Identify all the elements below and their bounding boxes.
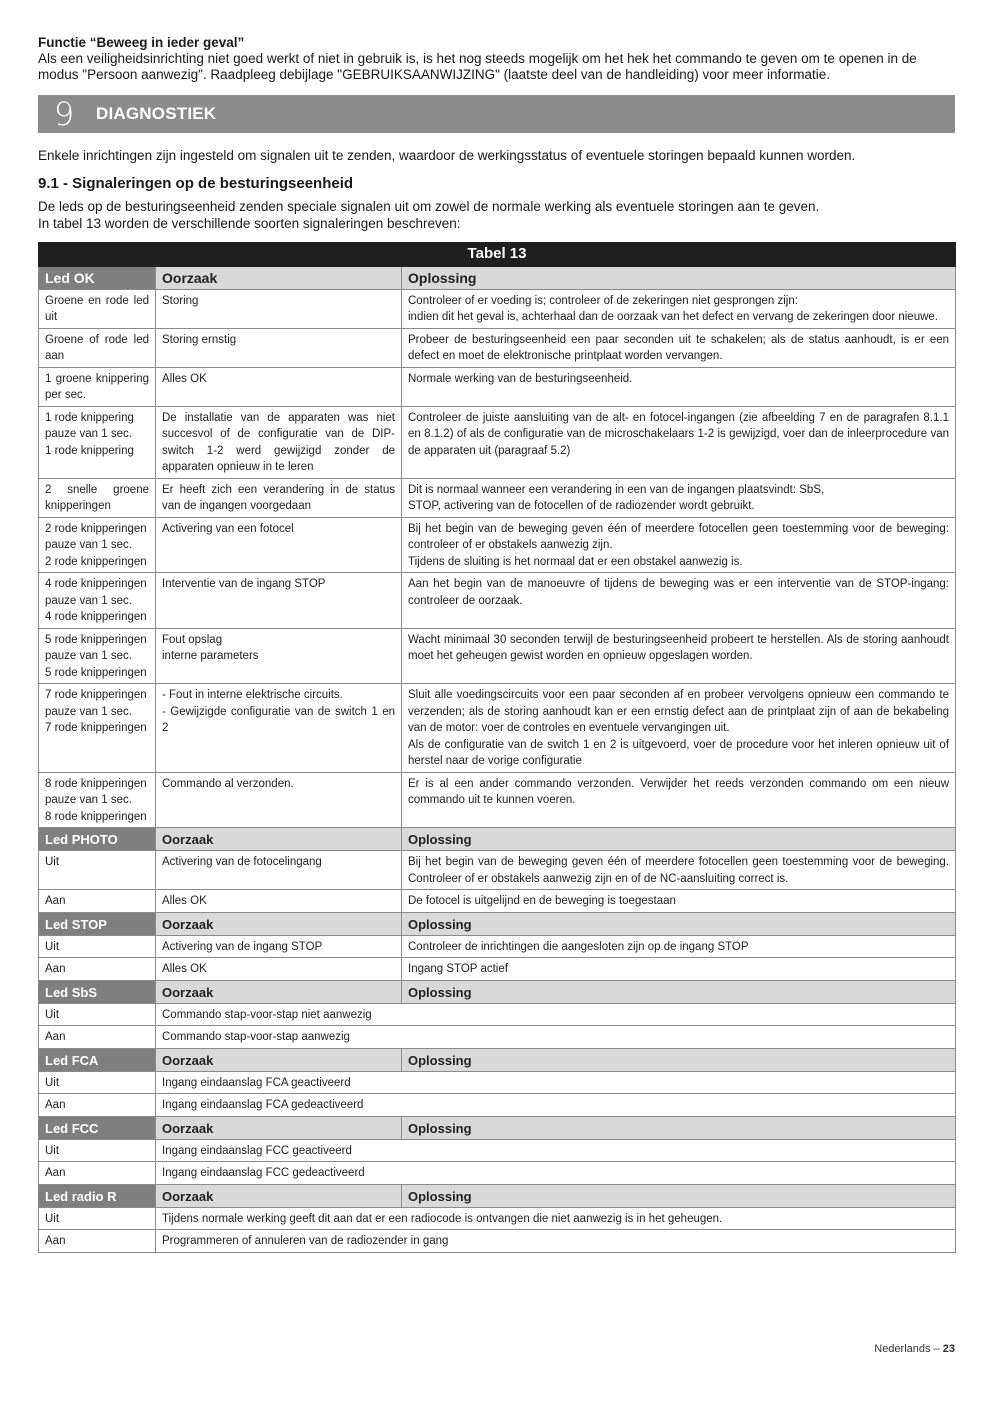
cell-cause: Commando stap-voor-stap aanwezig: [156, 1026, 956, 1049]
header-cause: Oorzaak: [156, 266, 402, 289]
cell-cause: Interventie van de ingang STOP: [156, 573, 402, 629]
header-cause: Oorzaak: [156, 1048, 402, 1071]
table-caption-row: [39, 243, 956, 267]
header-cause: Oorzaak: [156, 980, 402, 1003]
table-row: [39, 1094, 956, 1117]
cell-cause: Tijdens normale werking geeft dit aan dat er een radiocode is ontvangen die niet aanwezig is in het geheugen.: [156, 1207, 956, 1230]
cell-led-state: Aan: [39, 1230, 156, 1253]
table-header-row: [39, 266, 956, 289]
cell-led-state: Uit: [39, 935, 156, 958]
table-header-row: [39, 980, 956, 1003]
page-content: [38, 34, 955, 1253]
cell-solution: Er is al een ander commando verzonden. Verwijder het reeds verzonden commando om een nieuw commando uit te kunnen voeren.: [402, 772, 956, 828]
cell-cause: Storing: [156, 289, 402, 328]
subsection-line-1: De leds op de besturingseenheid zenden speciale signalen uit om zowel de normale werking als eventuele storingen aan te geven.: [38, 199, 820, 214]
table-header-row: [39, 912, 956, 935]
cell-led-state: Groene en rode led uit: [39, 289, 156, 328]
section-intro: Enkele inrichtingen zijn ingesteld om signalen uit te zenden, waardoor de werkingsstatus of eventuele storingen bepaald kunnen worden.: [38, 148, 856, 163]
cell-led-state: Groene of rode led aan: [39, 328, 156, 367]
header-solution: Oplossing: [402, 266, 956, 289]
header-cause: Oorzaak: [156, 1184, 402, 1207]
table-row: [39, 1162, 956, 1185]
header-led-name: Led radio R: [39, 1184, 156, 1207]
cell-cause: Ingang eindaanslag FCA gedeactiveerd: [156, 1094, 956, 1117]
cell-solution: Controleer of er voeding is; controleer of de zekeringen niet gesprongen zijn: indien dit het geval is, achterhaal dan de oorzaak van het defect en vervang de zekeringen door nieuwe.: [402, 289, 956, 328]
table-row: [39, 1071, 956, 1094]
intro-body: Als een veiligheidsinrichting niet goed werkt of niet in gebruik is, is het nog steeds mogelijk om het hek het commando te geven om te openen in de modus "Persoon aanwezig". Raadpleeg debijlage "GEBRUIKSAANWIJZING" (laatste deel van de handleiding) voor meer informatie.: [38, 51, 917, 82]
table-row: [39, 935, 956, 958]
header-solution: Oplossing: [402, 828, 956, 851]
header-led-name: Led PHOTO: [39, 828, 156, 851]
header-solution: Oplossing: [402, 1116, 956, 1139]
cell-solution: Sluit alle voedingscircuits voor een paar seconden af en probeer vervolgens opnieuw een commando te verzenden; als de storing aanhoudt kan er een ernstig defect aan de printplaat zijn of aan de bekabeling van de motor: voer de controles en eventuele vervangingen uit. Als de configuratie van de switch 1 en 2 is uitgevoerd, voer de procedure voor het inleren opnieuw uit of herstel naar de vorige configuratie: [402, 684, 956, 773]
table-header-row: [39, 1048, 956, 1071]
footer-language: Nederlands –: [874, 1343, 940, 1355]
table-row: [39, 367, 956, 406]
cell-led-state: 7 rode knipperingen pauze van 1 sec. 7 rode knipperingen: [39, 684, 156, 773]
cell-solution: De fotocel is uitgelijnd en de beweging is toegestaan: [402, 890, 956, 913]
cell-led-state: 5 rode knipperingen pauze van 1 sec. 5 rode knipperingen: [39, 628, 156, 684]
cell-solution: Wacht minimaal 30 seconden terwijl de besturingseenheid probeert te herstellen. Als de storing aanhoudt moet het geheugen gewist worden en opnieuw opgeslagen worden.: [402, 628, 956, 684]
subsection-line-2: In tabel 13 worden de verschillende soorten signaleringen beschreven:: [38, 216, 461, 231]
table-row: [39, 772, 956, 828]
cell-led-state: 1 rode knippering pauze van 1 sec. 1 rode knippering: [39, 406, 156, 478]
cell-cause: Commando stap-voor-stap niet aanwezig: [156, 1003, 956, 1026]
cell-cause: Alles OK: [156, 890, 402, 913]
table-row: [39, 406, 956, 478]
cell-led-state: Uit: [39, 1003, 156, 1026]
section-header: [38, 95, 955, 133]
header-cause: Oorzaak: [156, 1116, 402, 1139]
table-row: [39, 958, 956, 981]
cell-cause: Activering van de ingang STOP: [156, 935, 402, 958]
table-row: [39, 628, 956, 684]
header-solution: Oplossing: [402, 912, 956, 935]
page-number: 23: [942, 1343, 955, 1355]
cell-cause: Ingang eindaanslag FCC geactiveerd: [156, 1139, 956, 1162]
cell-led-state: 2 rode knipperingen pauze van 1 sec. 2 rode knipperingen: [39, 517, 156, 573]
cell-led-state: Uit: [39, 1207, 156, 1230]
table-row: [39, 289, 956, 328]
cell-cause: Fout opslag interne parameters: [156, 628, 402, 684]
cell-cause: Ingang eindaanslag FCC gedeactiveerd: [156, 1162, 956, 1185]
cell-solution: Ingang STOP actief: [402, 958, 956, 981]
header-cause: Oorzaak: [156, 828, 402, 851]
subsection-body: [38, 198, 955, 232]
table-row: [39, 573, 956, 629]
header-solution: Oplossing: [402, 1048, 956, 1071]
cell-led-state: Aan: [39, 958, 156, 981]
cell-solution: Bij het begin van de beweging geven één of meerdere fotocellen geen toestemming voor de beweging: controleer of er obstakels aanwezig zijn. Tijdens de sluiting is het normaal dat er een obstakel aanwezig is.: [402, 517, 956, 573]
cell-cause: Commando al verzonden.: [156, 772, 402, 828]
cell-solution: Dit is normaal wanneer een verandering in een van de ingangen plaatsvindt: SbS, STOP, activering van de fotocellen of de radiozender wordt gebruikt.: [402, 478, 956, 517]
cell-led-state: Uit: [39, 1139, 156, 1162]
header-cause: Oorzaak: [156, 912, 402, 935]
table-row: [39, 1026, 956, 1049]
cell-led-state: Uit: [39, 851, 156, 890]
table-row: [39, 478, 956, 517]
header-solution: Oplossing: [402, 1184, 956, 1207]
header-led-name: Led OK: [39, 266, 156, 289]
cell-solution: Aan het begin van de manoeuvre of tijdens de beweging was er een interventie van de STOP-ingang: controleer de oorzaak.: [402, 573, 956, 629]
cell-solution: Normale werking van de besturingseenheid.: [402, 367, 956, 406]
cell-solution: Controleer de inrichtingen die aangesloten zijn op de ingang STOP: [402, 935, 956, 958]
cell-led-state: Uit: [39, 1071, 156, 1094]
cell-cause: Activering van de fotocelingang: [156, 851, 402, 890]
diagnostics-table: [38, 242, 956, 1253]
page-footer: [874, 1343, 955, 1355]
header-led-name: Led SbS: [39, 980, 156, 1003]
cell-cause: De installatie van de apparaten was niet succesvol of de configuratie van de DIP-switch 1-2 werd gewijzigd zonder de apparaten opnieuw in te leren: [156, 406, 402, 478]
table-row: [39, 328, 956, 367]
table-row: [39, 517, 956, 573]
cell-led-state: Aan: [39, 1026, 156, 1049]
cell-solution: Probeer de besturingseenheid een paar seconden uit te schakelen; als de status aanhoudt, is er een defect en moet de elektronische printplaat worden vervangen.: [402, 328, 956, 367]
cell-cause: Er heeft zich een verandering in de status van de ingangen voorgedaan: [156, 478, 402, 517]
section-number: 9: [53, 95, 75, 133]
cell-led-state: Aan: [39, 890, 156, 913]
header-solution: Oplossing: [402, 980, 956, 1003]
table-caption: Tabel 13: [39, 243, 956, 267]
table-header-row: [39, 828, 956, 851]
cell-cause: Alles OK: [156, 958, 402, 981]
cell-led-state: 2 snelle groene knipperingen: [39, 478, 156, 517]
cell-cause: Alles OK: [156, 367, 402, 406]
cell-led-state: 4 rode knipperingen pauze van 1 sec. 4 rode knipperingen: [39, 573, 156, 629]
header-led-name: Led STOP: [39, 912, 156, 935]
table-header-row: [39, 1116, 956, 1139]
cell-led-state: Aan: [39, 1094, 156, 1117]
subsection-title: 9.1 - Signaleringen op de besturingseenheid: [38, 175, 354, 192]
cell-cause: Activering van een fotocel: [156, 517, 402, 573]
cell-cause: Ingang eindaanslag FCA geactiveerd: [156, 1071, 956, 1094]
table-row: [39, 1003, 956, 1026]
cell-led-state: Aan: [39, 1162, 156, 1185]
section-title: DIAGNOSTIEK: [96, 104, 217, 123]
cell-led-state: 8 rode knipperingen pauze van 1 sec. 8 rode knipperingen: [39, 772, 156, 828]
cell-cause: Programmeren of annuleren van de radiozender in gang: [156, 1230, 956, 1253]
table-row: [39, 684, 956, 773]
cell-solution: Controleer de juiste aansluiting van de alt- en fotocel-ingangen (zie afbeelding 7 en de paragrafen 8.1.1 en 8.1.2) of als de configuratie van de microschakelaars 1-2 is gewijzigd, voer dan de inleerprocedure van de apparaten uit (paragraaf 5.2): [402, 406, 956, 478]
table-row: [39, 851, 956, 890]
table-header-row: [39, 1184, 956, 1207]
table-row: [39, 1230, 956, 1253]
table-row: [39, 890, 956, 913]
table-row: [39, 1207, 956, 1230]
cell-cause: - Fout in interne elektrische circuits. - Gewijzigde configuratie van de switch 1 en 2: [156, 684, 402, 773]
header-led-name: Led FCA: [39, 1048, 156, 1071]
cell-led-state: 1 groene knippering per sec.: [39, 367, 156, 406]
intro-title: Functie “Beweeg in ieder geval”: [38, 35, 245, 50]
table-row: [39, 1139, 956, 1162]
cell-solution: Bij het begin van de beweging geven één of meerdere fotocellen geen toestemming voor de beweging. Controleer of er obstakels aanwezig zijn en of de NC-aansluiting correct is.: [402, 851, 956, 890]
header-led-name: Led FCC: [39, 1116, 156, 1139]
cell-cause: Storing ernstig: [156, 328, 402, 367]
